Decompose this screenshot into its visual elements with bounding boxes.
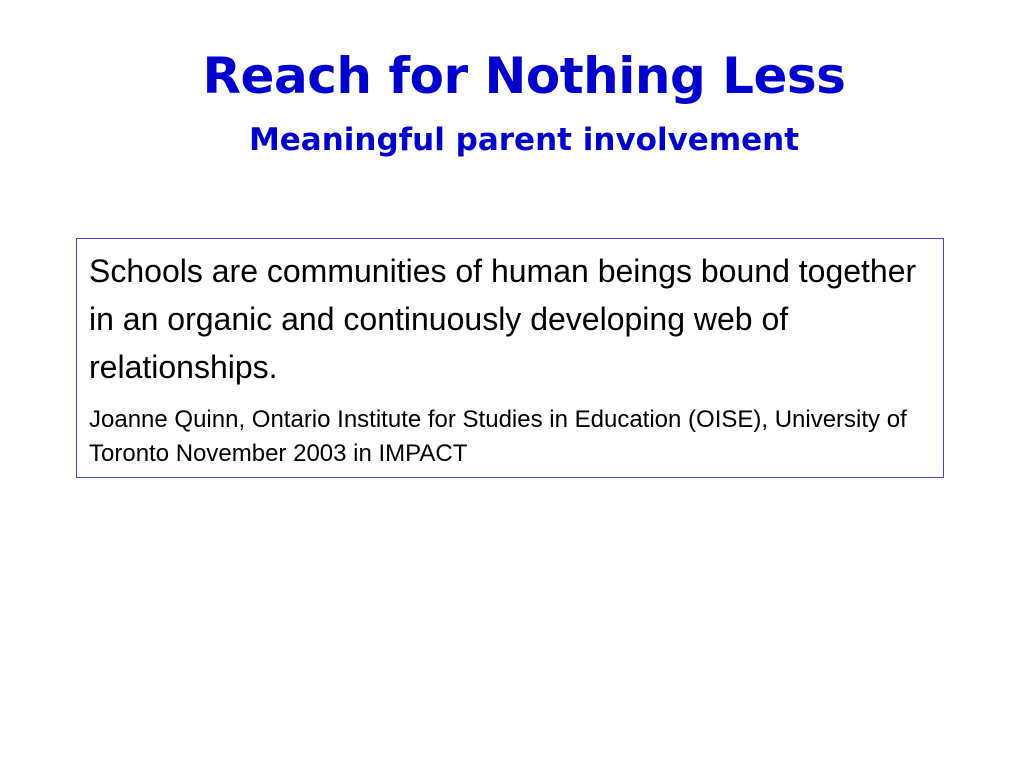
quote-box (76, 238, 944, 478)
slide-subtitle: Meaningful parent involvement (248, 122, 800, 158)
slide-title: Reach for Nothing Less (202, 47, 846, 105)
quote-attribution: Joanne Quinn, Ontario Institute for Studies in Education (OISE), University of Toronto November 2003 in IMPACT (89, 406, 907, 467)
quote-text: Schools are communities of human beings bound together in an organic and continuously developing web of relationships. (89, 253, 917, 385)
